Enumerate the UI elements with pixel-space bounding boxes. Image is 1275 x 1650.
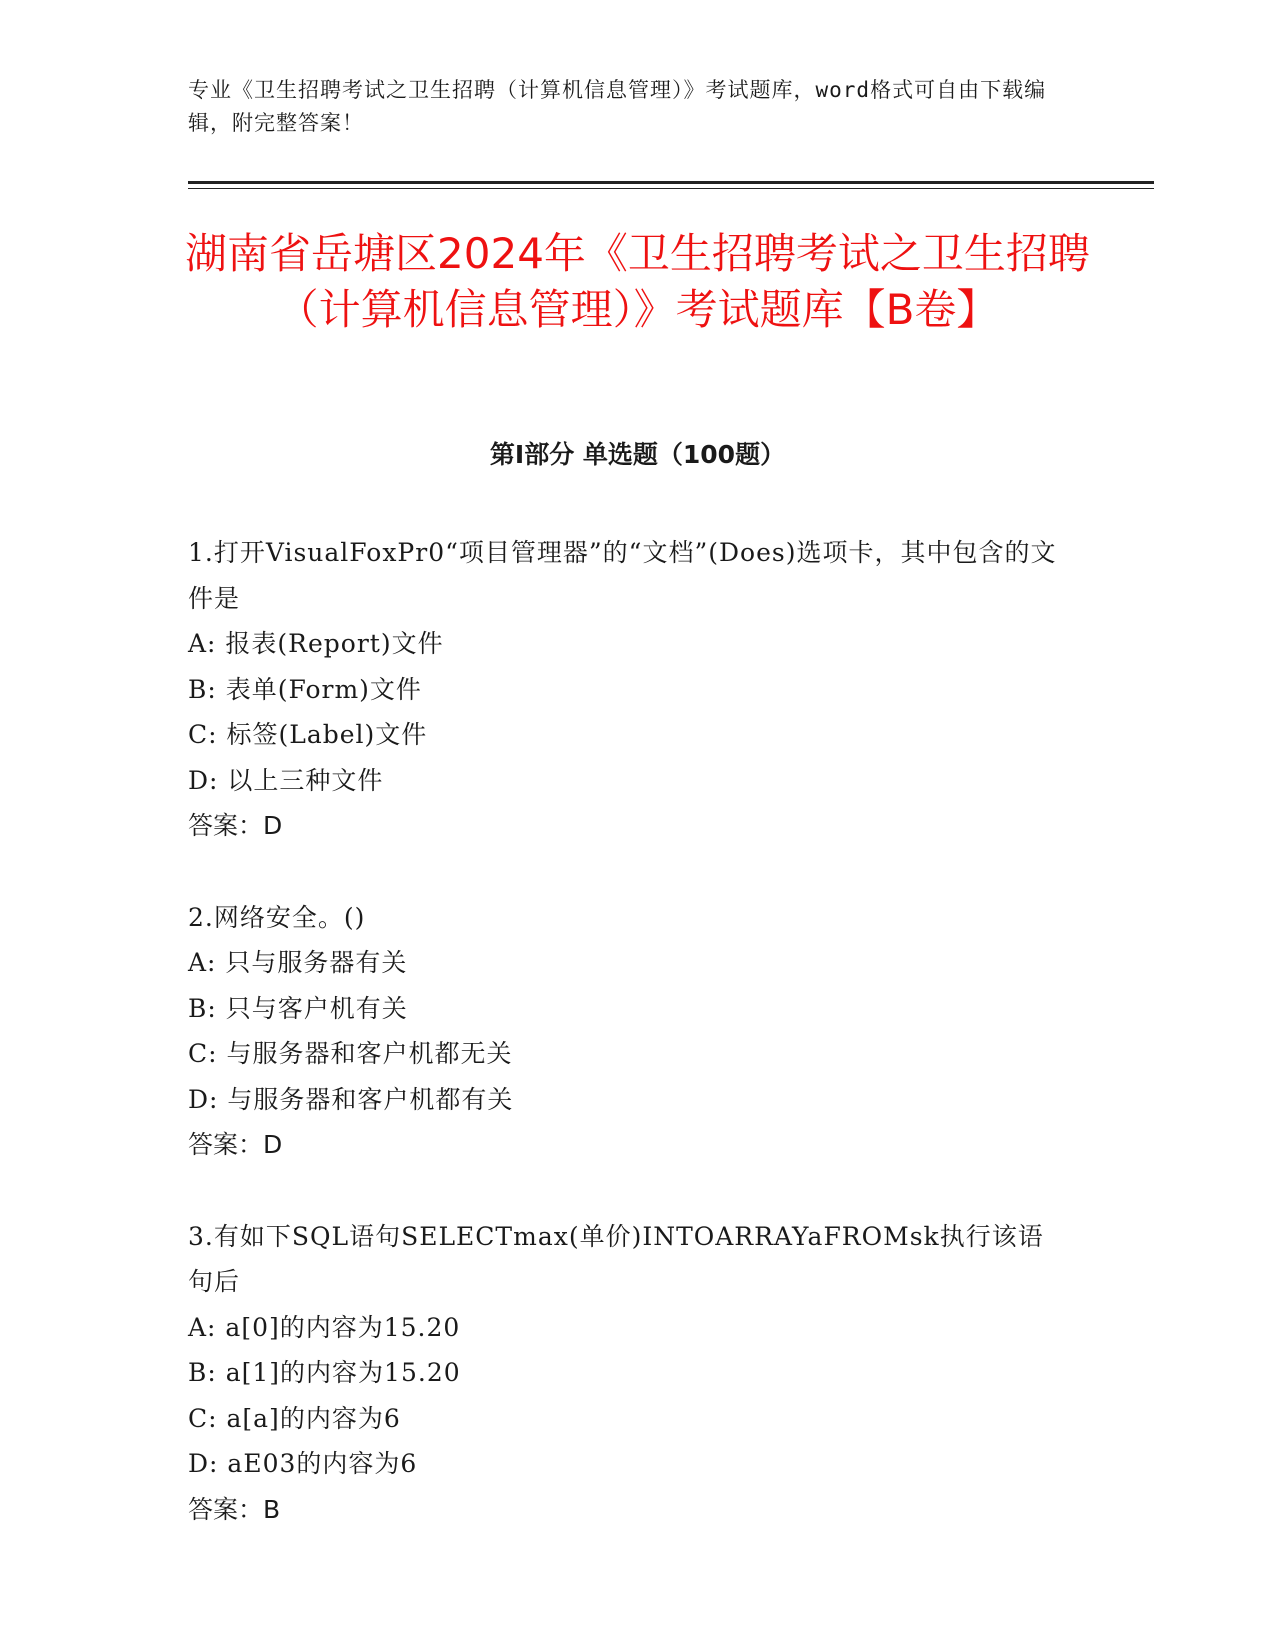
answer-line: 答案：B [188,1494,281,1524]
question-stem: 3.有如下SQL语句SELECTmax(单价)INTOARRAYaFROMsk执行该语句后 [188,1221,1044,1296]
question-stem: 1.打开VisualFoxPr0“项目管理器”的“文档”(Does)选项卡，其中包含的文件是 [188,538,1057,613]
option-a: A: a[0]的内容为15.20 [188,1312,461,1342]
question-1 [188,530,1088,849]
section-heading: 第I部分 单选题（100题） [489,440,786,469]
question-stem: 2.网络安全。() [188,902,366,932]
header-note: 专业《卫生招聘考试之卫生招聘（计算机信息管理）》考试题库，word格式可自由下载编辑，附完整答案！ [188,78,1047,135]
answer-line: 答案：D [188,811,283,840]
option-a: A: 报表(Report)文件 [188,629,444,658]
question-2 [188,895,1088,1168]
option-c: C: 与服务器和客户机都无关 [188,1039,513,1068]
answer-line: 答案：D [188,1130,283,1159]
option-c: C: a[a]的内容为6 [188,1403,401,1433]
document-title: 湖南省岳塘区2024年《卫生招聘考试之卫生招聘（计算机信息管理）》考试题库【B卷】 [185,229,1090,334]
header-divider-thick [188,181,1154,184]
option-d: D: 以上三种文件 [188,765,384,795]
option-d: D: aE03的内容为6 [188,1449,418,1478]
option-c: C: 标签(Label)文件 [188,720,428,749]
option-d: D: 与服务器和客户机都有关 [188,1084,514,1114]
option-b: B: 只与客户机有关 [188,993,408,1023]
question-list [188,530,1088,1578]
question-3 [188,1214,1088,1533]
option-b: B: 表单(Form)文件 [188,674,422,704]
header-divider-thin [188,188,1154,189]
option-b: B: a[1]的内容为15.20 [188,1358,461,1387]
option-a: A: 只与服务器有关 [188,948,408,977]
